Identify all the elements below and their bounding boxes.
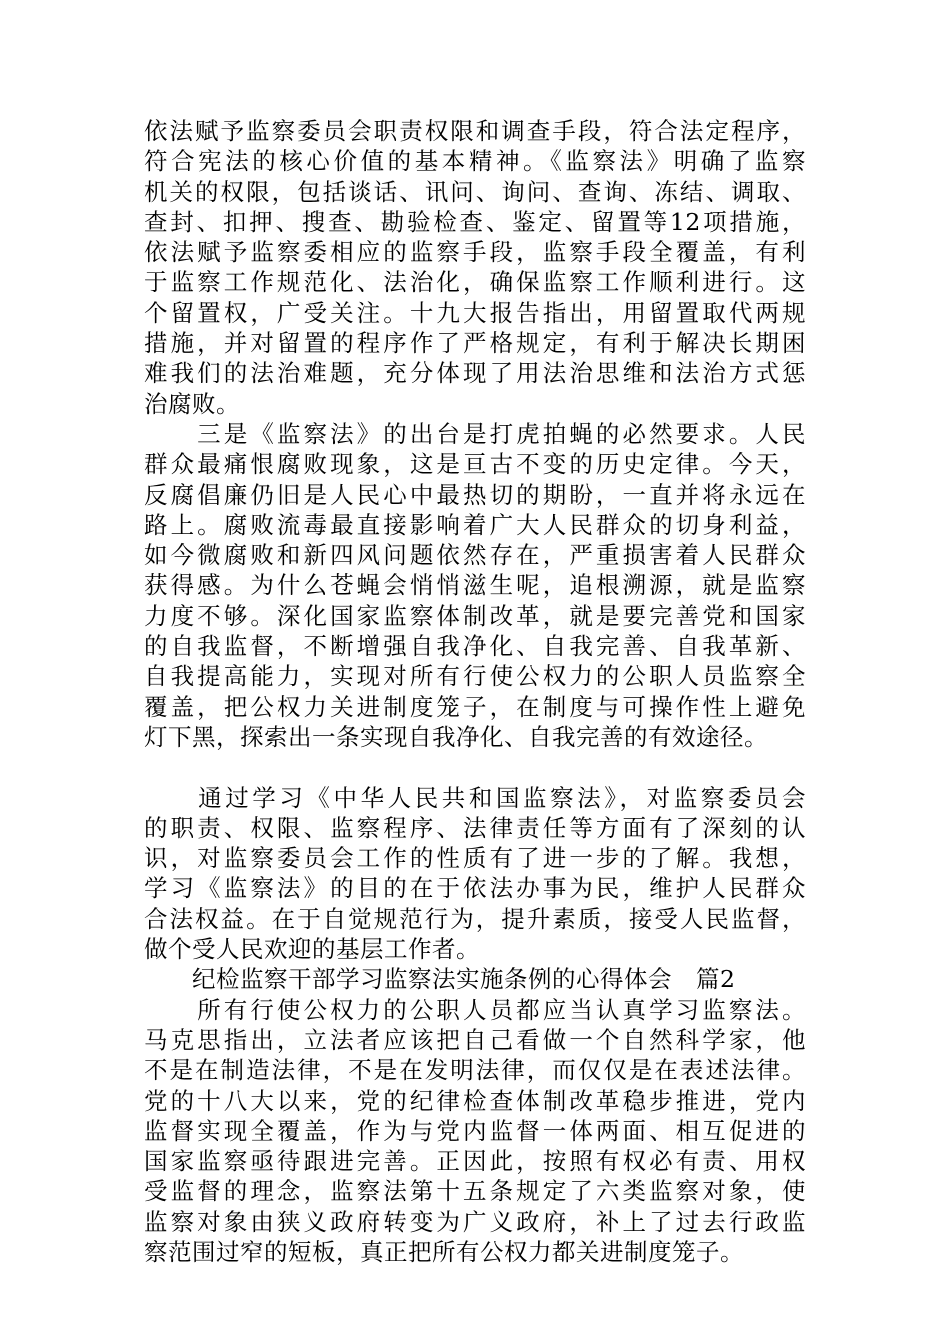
text-line: 于监察工作规范化、法治化，确保监察工作顺利进行。这 xyxy=(144,268,806,297)
text-line: 的职责、权限、监察程序、法律责任等方面有了深刻的认 xyxy=(144,813,806,842)
paragraph-spacer xyxy=(144,752,806,782)
paragraph-2 xyxy=(144,419,806,752)
text-line: 党的十八大以来，党的纪律检查体制改革稳步推进，党内 xyxy=(144,1086,806,1115)
text-line: 个留置权，广受关注。十九大报告指出，用留置取代两规 xyxy=(144,298,806,327)
text-line: 做个受人民欢迎的基层工作者。 xyxy=(144,935,480,964)
text-line: 符合宪法的核心价值的基本精神。《监察法》明确了监察 xyxy=(144,147,806,176)
text-line: 查封、扣押、搜查、勘验检查、鉴定、留置等12项措施， xyxy=(144,207,806,236)
text-line: 依法赋予监察委相应的监察手段，监察手段全覆盖，有利 xyxy=(144,238,806,267)
text-line: 马克思指出，立法者应该把自己看做一个自然科学家，他 xyxy=(144,1025,806,1054)
text-line: 力度不够。深化国家监察体制改革，就是要完善党和国家 xyxy=(144,601,806,630)
text-line: 灯下黑，探索出一条实现自我净化、自我完善的有效途径。 xyxy=(144,722,768,751)
text-line: 获得感。为什么苍蝇会悄悄滋生呢，追根溯源，就是监察 xyxy=(144,571,806,600)
section-title: 纪检监察干部学习监察法实施条例的心得体会 篇2 xyxy=(144,965,736,994)
text-line: 自我提高能力，实现对所有行使公权力的公职人员监察全 xyxy=(144,662,806,691)
text-line: 受监督的理念，监察法第十五条规定了六类监察对象，使 xyxy=(144,1177,806,1206)
text-line: 不是在制造法律，不是在发明法律，而仅仅是在表述法律。 xyxy=(144,1056,806,1085)
text-line: 的自我监督，不断增强自我净化、自我完善、自我革新、 xyxy=(144,632,806,661)
text-line: 路上。腐败流毒最直接影响着广大人民群众的切身利益， xyxy=(144,510,806,539)
text-line: 群众最痛恨腐败现象，这是亘古不变的历史定律。今天， xyxy=(144,450,806,479)
text-line: 察范围过窄的短板，真正把所有公权力都关进制度笼子。 xyxy=(144,1237,744,1266)
text-line: 措施，并对留置的程序作了严格规定，有利于解决长期困 xyxy=(144,329,806,358)
text-line: 反腐倡廉仍旧是人民心中最热切的期盼，一直并将永远在 xyxy=(144,480,806,509)
text-line: 监督实现全覆盖，作为与党内监督一体两面、相互促进的 xyxy=(144,1116,806,1145)
text-line: 如今微腐败和新四风问题依然存在，严重损害着人民群众 xyxy=(144,541,806,570)
text-line: 通过学习《中华人民共和国监察法》，对监察委员会 xyxy=(144,783,806,812)
text-line: 依法赋予监察委员会职责权限和调查手段，符合法定程序， xyxy=(144,117,806,145)
text-line: 所有行使公权力的公职人员都应当认真学习监察法。 xyxy=(144,995,806,1024)
text-line: 治腐败。 xyxy=(144,389,240,418)
text-line: 合法权益。在于自觉规范行为，提升素质，接受人民监督， xyxy=(144,904,806,933)
text-line: 覆盖，把公权力关进制度笼子，在制度与可操作性上避免 xyxy=(144,692,806,721)
text-line: 识，对监察委员会工作的性质有了进一步的了解。我想， xyxy=(144,844,806,873)
text-line: 国家监察亟待跟进完善。正因此，按照有权必有责、用权 xyxy=(144,1147,806,1176)
paragraph-3 xyxy=(144,783,806,965)
document-page xyxy=(144,116,806,1267)
text-line: 难我们的法治难题，充分体现了用法治思维和法治方式惩 xyxy=(144,359,806,388)
text-line: 三是《监察法》的出台是打虎拍蝇的必然要求。人民 xyxy=(144,419,806,448)
section-heading xyxy=(144,964,806,994)
paragraph-5 xyxy=(144,995,806,1268)
text-line: 监察对象由狭义政府转变为广义政府，补上了过去行政监 xyxy=(144,1207,806,1236)
text-line: 学习《监察法》的目的在于依法办事为民，维护人民群众 xyxy=(144,874,806,903)
text-line: 机关的权限，包括谈话、讯问、询问、查询、冻结、调取、 xyxy=(144,177,806,206)
paragraph-1 xyxy=(144,116,806,419)
